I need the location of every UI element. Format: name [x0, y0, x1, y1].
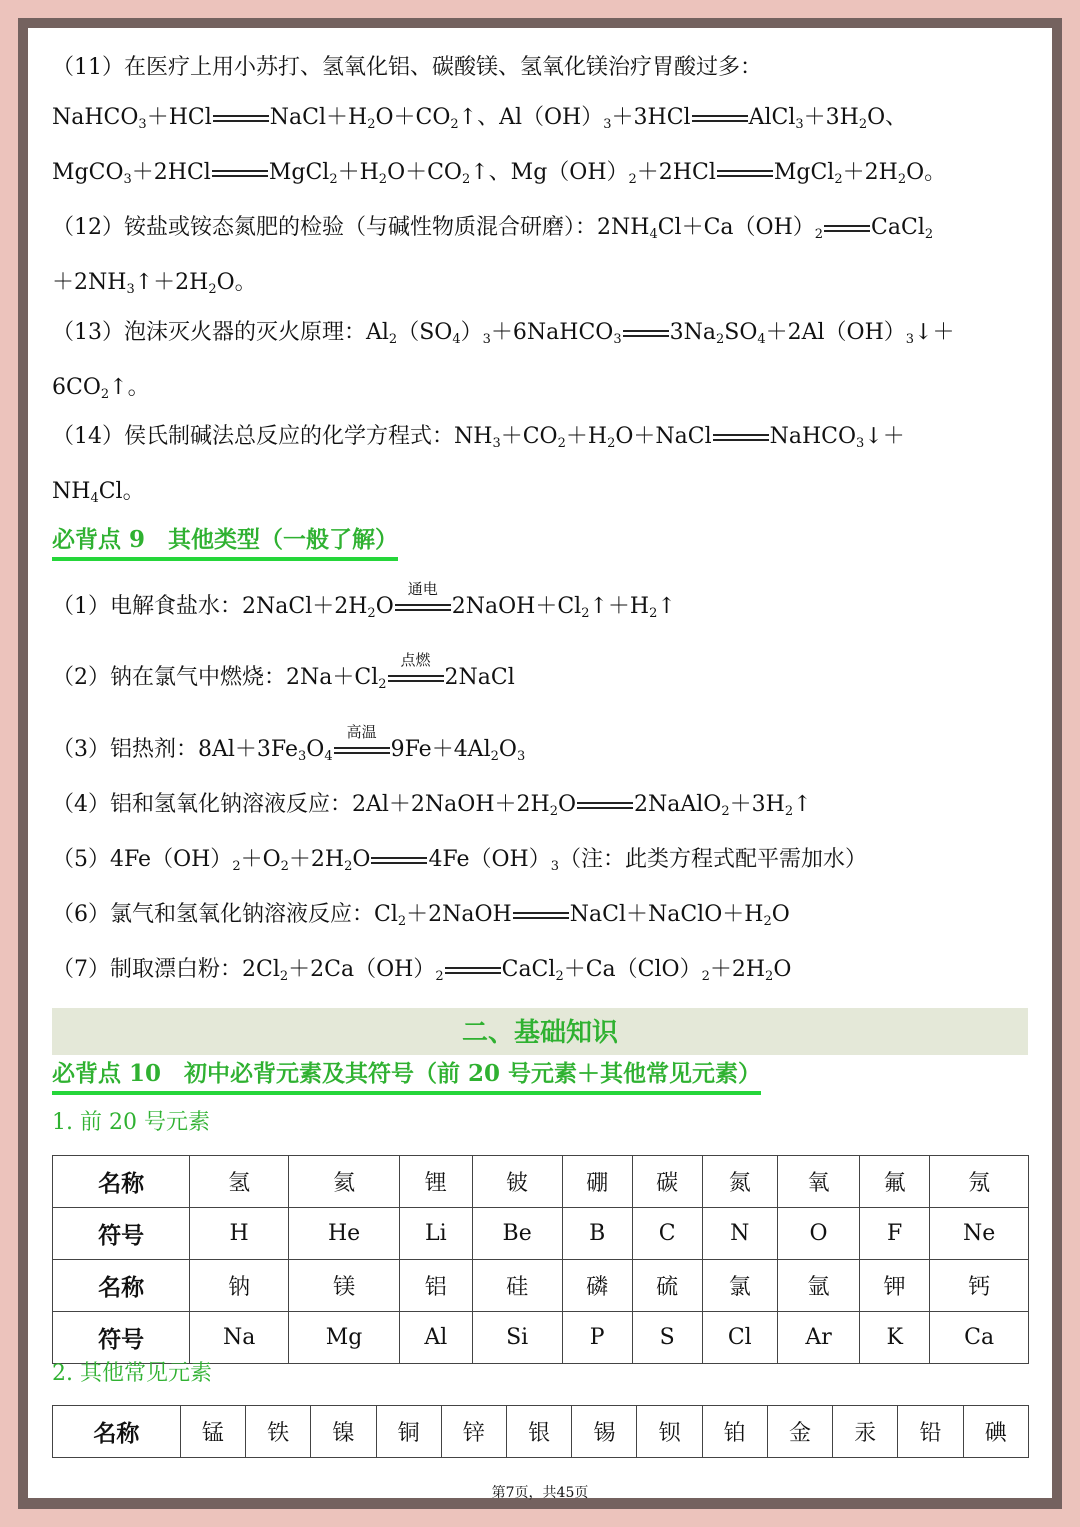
table-cell: S: [632, 1312, 702, 1364]
table-cell: 汞: [833, 1406, 898, 1458]
table-cell: Ar: [777, 1312, 859, 1364]
table-row: [53, 1208, 1029, 1260]
condition-label: 高温: [346, 723, 377, 741]
section-banner: 二、基础知识: [52, 1008, 1028, 1055]
table-cell: 铜: [376, 1406, 441, 1458]
table-cell: 铍: [472, 1156, 562, 1208]
table-cell: He: [289, 1208, 400, 1260]
table-cell: 氟: [860, 1156, 930, 1208]
table-cell: N: [702, 1208, 777, 1260]
table-cell: B: [562, 1208, 632, 1260]
other-1: （1）电解食盐水：$2NaCl+2H_2O$ 通电 $2NaOH+Cl_2↑+H_2↑$: [52, 592, 676, 622]
other-5: $(5)4Fe(OH)_2+O_2+2H_2O$ $4Fe(OH)_3$（注：此类方程式配平需加水）: [52, 847, 868, 874]
other-2: （2）钠在氯气中燃烧：$2Na+Cl_2$ 点燃 2NaCl: [52, 663, 515, 693]
section-10-heading: 必背点 10 初中必背元素及其符号（前 20 号元素＋其他常见元素）: [52, 1059, 761, 1089]
table-row: [53, 1406, 1029, 1458]
table-cell: 铝: [400, 1260, 473, 1312]
table-cell: 锡: [572, 1406, 637, 1458]
table-cell: P: [562, 1312, 632, 1364]
table-cell: Si: [472, 1312, 562, 1364]
section-9-heading: 必背点 9 其他类型（一般了解）: [52, 525, 398, 555]
table-cell: 氮: [702, 1156, 777, 1208]
table-cell: Ca: [930, 1312, 1029, 1364]
table-cell: 锂: [400, 1156, 473, 1208]
table-cell: 氦: [289, 1156, 400, 1208]
item-13: （13）泡沫灭火器的灭火原理：$Al_2(SO_4)_3+6NaHCO_3$ $3Na_2SO_4+2Al(OH)_3↓+$: [52, 320, 955, 347]
table-cell: H: [190, 1208, 289, 1260]
condition-label: 通电: [407, 580, 438, 598]
table-cell: 氩: [777, 1260, 859, 1312]
table-cell: 氖: [930, 1156, 1029, 1208]
table-cell: K: [860, 1312, 930, 1364]
table-cell: 锰: [180, 1406, 245, 1458]
table-cell: 磷: [562, 1260, 632, 1312]
other-3: （3）铝热剂：$8Al+3Fe_3O_4$ 高温 $9Fe+4Al_2O_3$: [52, 735, 525, 765]
subheading-first-20: 1. 前 20 号元素: [52, 1110, 210, 1135]
subheading-other-elements: 2. 其他常见元素: [52, 1361, 212, 1386]
table-cell: Cl: [702, 1312, 777, 1364]
item-11-eq2: MgCO$_3$＋2HCl $MgCl_2+H_2O+CO_2↑$、$Mg(OH)_2+2HCl$ $MgCl_2+2H_2O$。: [52, 160, 947, 187]
table-cell: 钾: [860, 1260, 930, 1312]
table-cell: 钙: [930, 1260, 1029, 1312]
table-cell: Ne: [930, 1208, 1029, 1260]
table-cell: 碳: [632, 1156, 702, 1208]
table-header-cell: 符号: [53, 1312, 190, 1364]
item-11-eq1: NaHCO$_3$＋HCl $NaCl+H_2O+CO_2↑$、$Al(OH)_3+3HCl$ $AlCl_3+3H_2O$、: [52, 105, 908, 132]
table-cell: Be: [472, 1208, 562, 1260]
table-cell: F: [860, 1208, 930, 1260]
table-header-cell: 名称: [53, 1406, 181, 1458]
page-footer: 第7页，共45页: [491, 1485, 589, 1501]
table-cell: 铁: [246, 1406, 311, 1458]
table-cell: Li: [400, 1208, 473, 1260]
table-cell: Mg: [289, 1312, 400, 1364]
item-13-cont: $6CO_2↑$。: [52, 375, 150, 402]
item-11-title: （11）在医疗上用小苏打、氢氧化铝、碳酸镁、氢氧化镁治疗胃酸过多：: [52, 55, 762, 80]
table-cell: C: [632, 1208, 702, 1260]
table-cell: 氧: [777, 1156, 859, 1208]
table-row: [53, 1260, 1029, 1312]
table-cell: 镍: [311, 1406, 376, 1458]
table-cell: 硅: [472, 1260, 562, 1312]
table-cell: 金: [767, 1406, 832, 1458]
table-cell: 银: [506, 1406, 571, 1458]
table-cell: Na: [190, 1312, 289, 1364]
table-cell: 氢: [190, 1156, 289, 1208]
table-cell: Al: [400, 1312, 473, 1364]
table-cell: 铅: [898, 1406, 963, 1458]
table-cell: 碘: [963, 1406, 1028, 1458]
table-header-cell: 名称: [53, 1156, 190, 1208]
table-header-cell: 符号: [53, 1208, 190, 1260]
table-cell: 硫: [632, 1260, 702, 1312]
table-cell: 钡: [637, 1406, 702, 1458]
table-row: [53, 1312, 1029, 1364]
table-header-cell: 名称: [53, 1260, 190, 1312]
other-4: （4）铝和氢氧化钠溶液反应：$2Al+2NaOH+2H_2O$ $2NaAlO_2+3H_2↑$: [52, 792, 812, 819]
item-14: （14）侯氏制碱法总反应的化学方程式：$NH_3+CO_2+H_2O+NaCl$ NaHCO$_3$↓＋: [52, 424, 905, 451]
table-cell: 钠: [190, 1260, 289, 1312]
other-7: （7）制取漂白粉：$2Cl_2+2Ca(OH)_2$ $CaCl_2+Ca(ClO)_2+2H_2O$: [52, 957, 792, 984]
table-cell: 硼: [562, 1156, 632, 1208]
table-cell: 镁: [289, 1260, 400, 1312]
item-12-cont: $+2NH_3↑+2H_2O$。: [52, 270, 257, 297]
table-row: [53, 1156, 1029, 1208]
element-table-1: [52, 1155, 1029, 1364]
table-cell: O: [777, 1208, 859, 1260]
item-14-cont: $NH_4Cl$。: [52, 479, 145, 506]
item-12: （12）铵盐或铵态氮肥的检验（与碱性物质混合研磨）：$2NH_4Cl+Ca(OH)_2$ CaCl$_2$: [52, 215, 934, 242]
table-cell: 氯: [702, 1260, 777, 1312]
condition-label: 点燃: [400, 651, 431, 669]
element-table-2: [52, 1405, 1029, 1458]
table-cell: 铂: [702, 1406, 767, 1458]
table-cell: 锌: [441, 1406, 506, 1458]
other-6: （6）氯气和氢氧化钠溶液反应：$Cl_2+2NaOH$ $NaCl+NaClO+H_2O$: [52, 902, 790, 929]
